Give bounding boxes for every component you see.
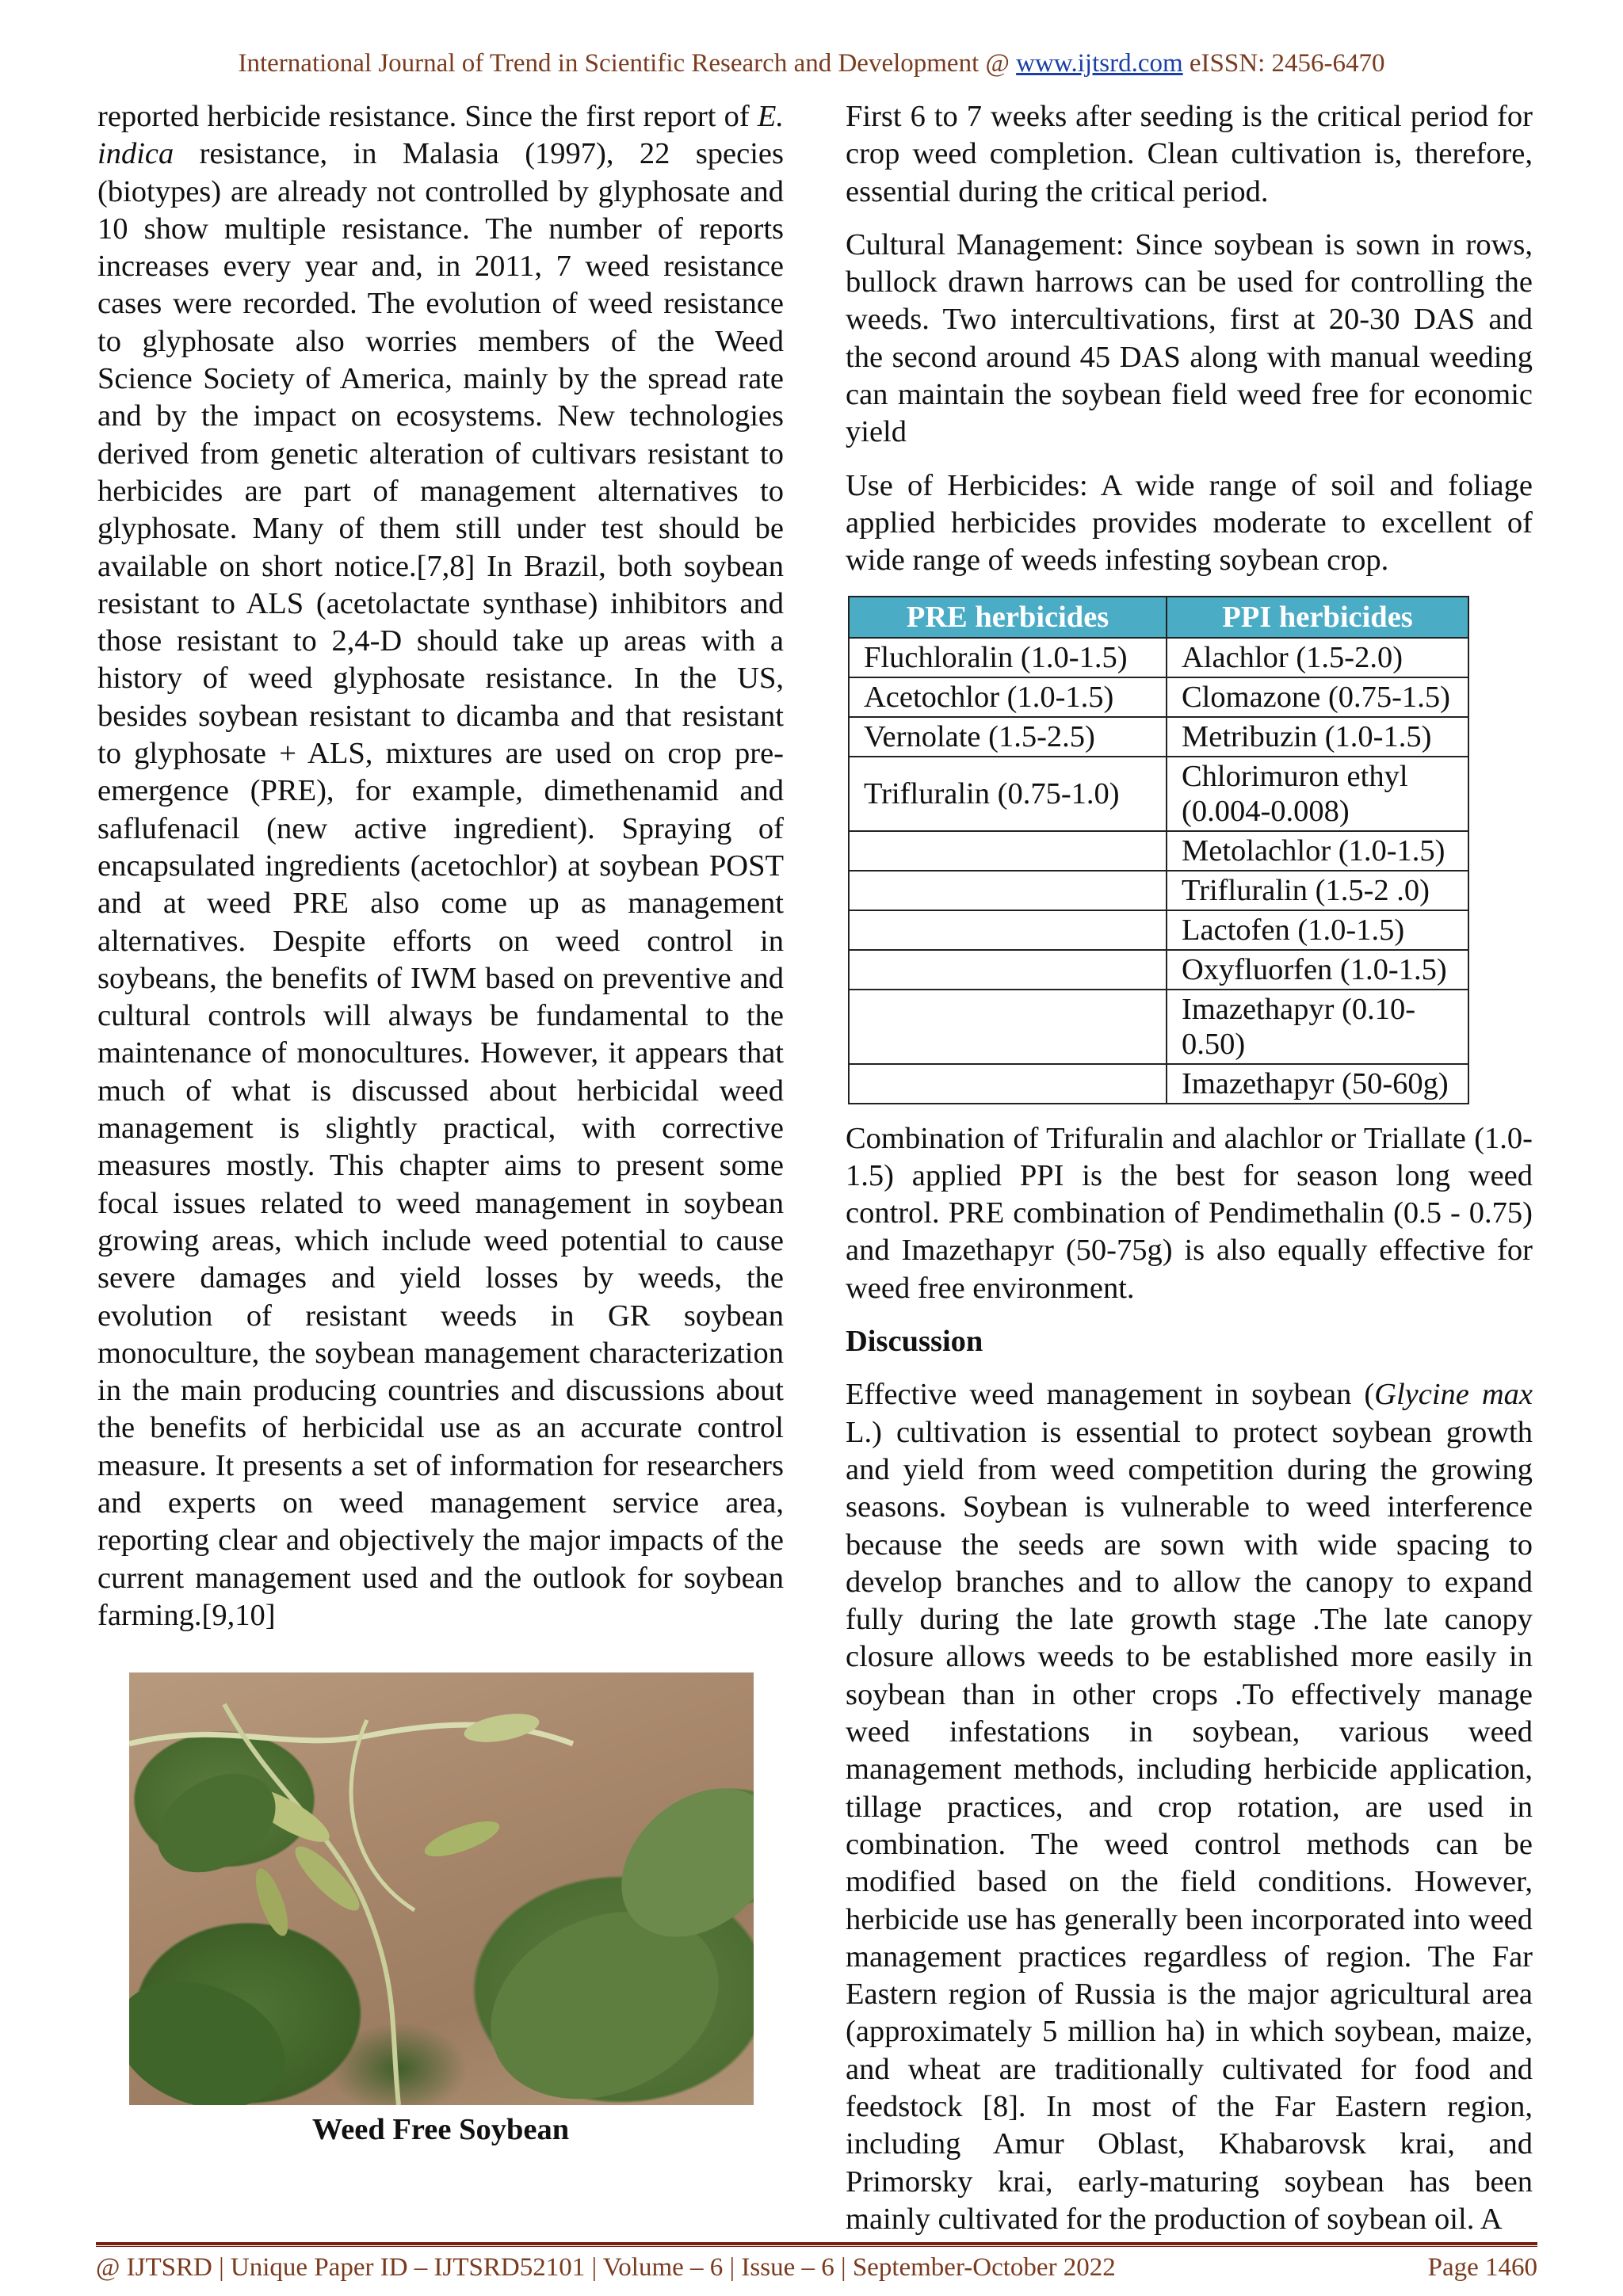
table-cell bbox=[849, 950, 1167, 990]
table-cell: Chlorimuron ethyl (0.004-0.008) bbox=[1167, 757, 1468, 831]
table-cell: Oxyfluorfen (1.0-1.5) bbox=[1167, 950, 1468, 990]
table-header-ppi: PPI herbicides bbox=[1167, 597, 1468, 638]
table-cell: Fluchloralin (1.0-1.5) bbox=[849, 638, 1167, 677]
running-footer bbox=[96, 2253, 1537, 2283]
right-paragraph-4: Combination of Trifuralin and alachlor or Triallate (1.0-1.5) applied PPI is the best for season long weed control. PRE combination of Pendimethalin (0.5 - 0.75) and Imazethapyr (50-75g) is also equally effective for weed free environment. bbox=[846, 1121, 1533, 1305]
table-row bbox=[849, 871, 1468, 910]
right-column bbox=[846, 98, 1533, 2254]
table-header-pre: PRE herbicides bbox=[849, 597, 1167, 638]
table-cell: Imazethapyr (50-60g) bbox=[1167, 1064, 1468, 1104]
table-cell: Alachlor (1.5-2.0) bbox=[1167, 638, 1468, 677]
herbicide-table bbox=[848, 596, 1469, 1104]
table-cell: Trifluralin (0.75-1.0) bbox=[849, 757, 1167, 831]
right-paragraph-5 bbox=[846, 1376, 1533, 2238]
table-cell: Imazethapyr (0.10-0.50) bbox=[1167, 990, 1468, 1064]
table-row bbox=[849, 638, 1468, 677]
text-run: L.) cultivation is essential to protect soybean growth and yield from weed competition during the growing seasons. Soybean is vulnerable to weed interference because the seeds are sown with wide spacing to develop branches and to allow the canopy to expand fully during the late growth stage .The late canopy closure allows weeds to be established more easily in soybean than in other crops .To effectively manage weed infestations in soybean, various weed management methods, including herbicide application, tillage practices, and crop rotation, are used in combination. The weed control methods can be modified based on the field conditions. However, herbicide use has generally been incorporated into weed management practices regardless of region. The Far Eastern region of Russia is the major agricultural area (approximately 5 million ha) in which soybean, maize, and wheat are traditionally cultivated for food and feedstock [8]. In most of the Far Eastern region, including Amur Oblast, Khabarovsk krai, and Primorsky krai, early-maturing soybean has been mainly cultivated for the production of soybean oil. A bbox=[846, 1415, 1533, 2236]
photo-caption: Weed Free Soybean bbox=[311, 2113, 570, 2147]
table-cell bbox=[849, 871, 1167, 910]
header-url-link[interactable]: www.ijtsrd.com bbox=[1016, 49, 1183, 78]
table-row bbox=[849, 1064, 1468, 1104]
table-cell: Metolachlor (1.0-1.5) bbox=[1167, 831, 1468, 871]
table-cell: Trifluralin (1.5-2 .0) bbox=[1167, 871, 1468, 910]
right-paragraph-2: Cultural Management: Since soybean is sown in rows, bullock drawn harrows can be used for controlling the weeds. Two intercultivations, first at 20-30 DAS and the second around 45 DAS along with manual weeding can maintain the soybean field weed free for economic yield bbox=[846, 227, 1533, 449]
soybean-plant-illustration bbox=[129, 1672, 754, 2105]
table-row bbox=[849, 990, 1468, 1064]
table-row bbox=[849, 757, 1468, 831]
table-row bbox=[849, 831, 1468, 871]
header-issn: eISSN: 2456-6470 bbox=[1182, 49, 1385, 78]
right-paragraph-3: Use of Herbicides: A wide range of soil and foliage applied herbicides provides moderate to excellent of wide range of weeds infesting soybean crop. bbox=[846, 468, 1533, 578]
text-run: reported herbicide resistance. Since the first report of bbox=[97, 100, 758, 133]
right-paragraph-1: First 6 to 7 weeks after seeding is the critical period for crop weed completion. Clean cultivation is, therefore, essential during the critical period. bbox=[846, 100, 1533, 208]
table-cell: Clomazone (0.75-1.5) bbox=[1167, 677, 1468, 717]
left-paragraph-1 bbox=[97, 98, 784, 1634]
table-row bbox=[849, 910, 1468, 950]
text-run: resistance, in Malasia (1997), 22 species (biotypes) are already not controlled by glyphosate and 10 show multiple resistance. The number of reports increases every year and, in 2011, 7 weed resistance cases were recorded. The evolution of weed resistance to glyphosate also worries members of the Weed Science Society of America, mainly by the spread rate and by the impact on ecosystems. New technologies derived from genetic alteration of cultivars resistant to herbicides are part of management alternatives to glyphosate. Many of them still under test should be available on short notice.[7,8] In Brazil, both soybean resistant to ALS (acetolactate synthase) inhibitors and those resistant to 2,4-D should take up areas with a history of weed glyphosate resistance. In the US, besides soybean resistant to dicamba and that resistant to glyphosate + ALS, mixtures are used on crop pre-emergence (PRE), for example, dimethenamid and saflufenacil (new active ingredient). Spraying of encapsulated ingredients (acetochlor) at soybean POST and at weed PRE also come up as management alternatives. Despite efforts on weed control in soybeans, the benefits of IWM based on preventive and cultural controls will always be fundamental to the maintenance of monocultures. However, it appears that much of what is discussed about herbicidal weed management is slightly practical, with corrective measures mostly. This chapter aims to present some focal issues related to weed management in soybean growing areas, which include weed potential to cause severe damages and yield losses by weeds, the evolution of resistant weeds in GR soybean monoculture, the soybean management characterization in the main producing countries and discussions about the benefits of herbicidal use as an accurate control measure. It presents a set of information for researchers and experts on weed management service area, reporting clear and objectively the major impacts of the current management used and the outlook for soybean farming.[9,10] bbox=[97, 137, 784, 1632]
soybean-photo bbox=[129, 1672, 754, 2105]
table-cell: Lactofen (1.0-1.5) bbox=[1167, 910, 1468, 950]
text-run: Effective weed management in soybean ( bbox=[846, 1378, 1375, 1412]
table-row bbox=[849, 950, 1468, 990]
table-header-row bbox=[849, 597, 1468, 638]
running-header bbox=[0, 49, 1623, 78]
header-journal: International Journal of Trend in Scientific Research and Development @ bbox=[238, 49, 1017, 78]
table-cell: Vernolate (1.5-2.5) bbox=[849, 717, 1167, 757]
table-cell bbox=[849, 1064, 1167, 1104]
left-column bbox=[97, 98, 784, 2149]
table-row bbox=[849, 717, 1468, 757]
species-italic: Glycine max bbox=[1374, 1378, 1533, 1412]
footer-divider bbox=[96, 2242, 1537, 2247]
discussion-heading: Discussion bbox=[846, 1325, 983, 1359]
table-cell: Metribuzin (1.0-1.5) bbox=[1167, 717, 1468, 757]
page-number: Page 1460 bbox=[1427, 2253, 1537, 2282]
table-cell bbox=[849, 990, 1167, 1064]
table-cell: Acetochlor (1.0-1.5) bbox=[849, 677, 1167, 717]
table-cell bbox=[849, 831, 1167, 871]
species-italic: E. indica bbox=[97, 100, 784, 171]
table-row bbox=[849, 677, 1468, 717]
footer-info: @ IJTSRD | Unique Paper ID – IJTSRD52101 | Volume – 6 | Issue – 6 | September-October 2022 bbox=[96, 2253, 1116, 2282]
table-cell bbox=[849, 910, 1167, 950]
